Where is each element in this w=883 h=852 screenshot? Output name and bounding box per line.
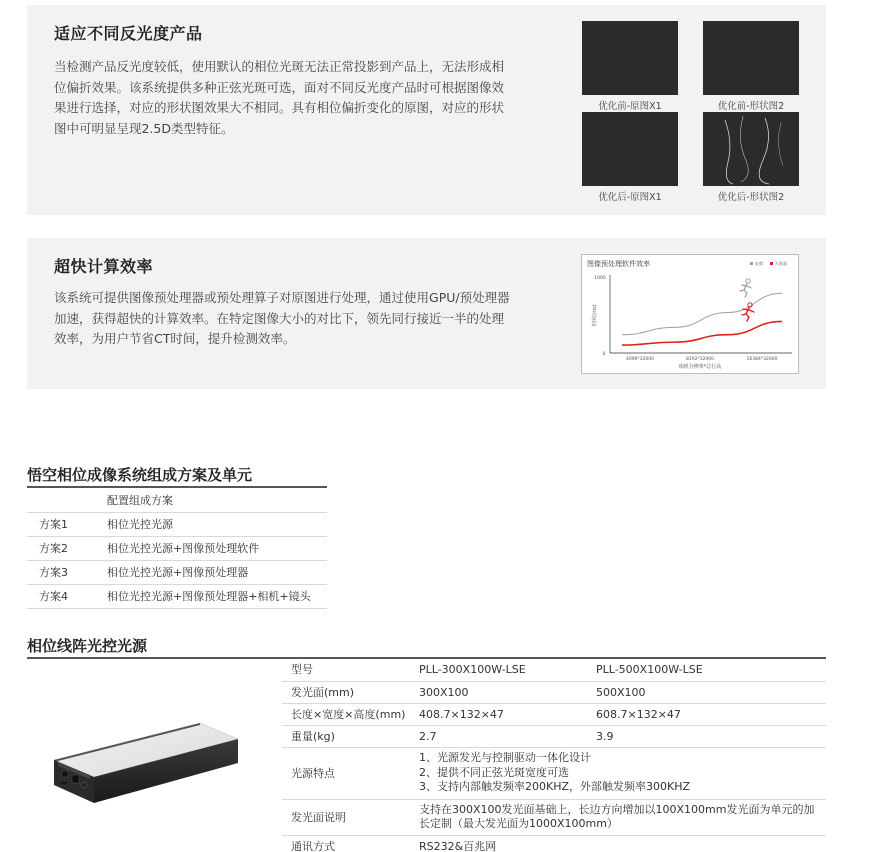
tianzhun-runner-icon bbox=[742, 303, 754, 321]
y-tick-label: 0 bbox=[602, 352, 606, 357]
table-row bbox=[27, 536, 327, 560]
speed-title: 超快计算效率 bbox=[54, 257, 154, 276]
spec-value: 608.7×132×47 bbox=[592, 703, 826, 725]
series-line-2 bbox=[622, 321, 782, 345]
spec-value: PLL-300X100W-LSE bbox=[415, 659, 592, 681]
speed-section bbox=[27, 238, 826, 389]
image-caption: 优化后-原图X1 bbox=[598, 192, 662, 203]
legend-swatch bbox=[770, 262, 773, 265]
plan-value: 相位光控光源+图像预处理软件 bbox=[107, 536, 327, 560]
spec-value: 408.7×132×47 bbox=[415, 703, 592, 725]
plan-value: 相位光控光源 bbox=[107, 512, 327, 536]
spec-key: 型号 bbox=[282, 659, 415, 681]
after-original-photo bbox=[582, 112, 678, 186]
legend-label: 友商 bbox=[754, 261, 763, 266]
spec-key: 发光面说明 bbox=[282, 799, 415, 835]
note-line: 支持在300X100发光面基础上，长边方向增加以100X100mm发光面为单元的加 bbox=[419, 802, 815, 816]
image-after-shape bbox=[703, 112, 799, 203]
x-tick-label: 16384*32000 bbox=[746, 357, 778, 362]
adaptive-title: 适应不同反光度产品 bbox=[54, 24, 203, 43]
spec-key: 长度×宽度×高度(mm) bbox=[282, 703, 415, 725]
before-original-photo bbox=[582, 21, 678, 95]
image-caption: 优化后-形状图2 bbox=[717, 192, 785, 203]
table-row bbox=[282, 835, 826, 852]
table-row bbox=[27, 560, 327, 584]
table-row bbox=[27, 584, 327, 608]
image-caption: 优化前-原图X1 bbox=[598, 101, 662, 112]
table-row bbox=[27, 512, 327, 536]
y-axis-label: 时间(ms) bbox=[592, 304, 598, 326]
efficiency-chart bbox=[581, 254, 799, 374]
spec-value: 300X100 bbox=[415, 681, 592, 703]
table-header-row bbox=[27, 488, 327, 512]
note-line: 长定制（最大发光面为1000X100mm） bbox=[419, 817, 618, 830]
plan-name: 方案1 bbox=[27, 512, 107, 536]
legend-swatch bbox=[750, 262, 753, 265]
plan-name: 方案4 bbox=[27, 584, 107, 608]
light-source-product-image bbox=[50, 715, 240, 807]
x-tick-label: 8192*32000 bbox=[685, 357, 715, 362]
spec-key: 发光面(mm) bbox=[282, 681, 415, 703]
config-section-title: 悟空相位成像系统组成方案及单元 bbox=[27, 466, 253, 484]
plan-name: 方案3 bbox=[27, 560, 107, 584]
spec-value: 3.9 bbox=[592, 725, 826, 747]
spec-value: 500X100 bbox=[592, 681, 826, 703]
plan-value: 相位光控光源+图像预处理器 bbox=[107, 560, 327, 584]
after-shape-photo bbox=[703, 112, 799, 186]
feature-line: 1、光源发光与控制驱动一体化设计 bbox=[419, 751, 591, 765]
table-header-cell: 配置组成方案 bbox=[107, 488, 327, 512]
spec-value bbox=[415, 747, 826, 799]
table-row bbox=[282, 703, 826, 725]
spec-value: RS232&百兆网 bbox=[415, 835, 826, 852]
feature-line: 2、提供不同正弦光斑宽度可选 bbox=[419, 765, 569, 779]
image-before-shape bbox=[703, 21, 799, 112]
image-before-original bbox=[582, 21, 678, 112]
competitor-runner-icon bbox=[740, 279, 751, 297]
spec-key: 重量(kg) bbox=[282, 725, 415, 747]
table-row bbox=[282, 725, 826, 747]
image-caption: 优化前-形状图2 bbox=[717, 101, 785, 112]
spec-table bbox=[282, 659, 826, 852]
image-after-original bbox=[582, 112, 678, 203]
table-row bbox=[282, 659, 826, 681]
chart-title: 图像预处理软件效率 bbox=[587, 260, 650, 268]
spec-key: 光源特点 bbox=[282, 747, 415, 799]
speed-body: 该系统可提供图像预处理器或预处理算子对原图进行处理，通过使用GPU/预处理器加速，获得超快的计算效率。在特定图像大小的对比下，领先同行接近一半的处理效率，为用户节省CT时间，提升检测效率。 bbox=[54, 290, 510, 346]
feature-line: 3、支持内部触发频率200KHZ，外部触发频率300KHZ bbox=[419, 780, 691, 794]
config-table bbox=[27, 488, 327, 609]
adaptive-section bbox=[27, 5, 826, 215]
table-row bbox=[282, 799, 826, 835]
plan-name: 方案2 bbox=[27, 536, 107, 560]
legend-label: 天准器 bbox=[774, 261, 788, 266]
series-line-1 bbox=[622, 293, 782, 334]
x-axis-label: 相机分辨率*总行高 bbox=[678, 364, 722, 370]
spec-value bbox=[415, 799, 826, 835]
adaptive-body: 当检测产品反光度较低，使用默认的相位光斑无法正常投影到产品上，无法形成相位偏折效果。该系统提供多种正弦光斑可选，面对不同反光度产品时可根据图像效果进行选择，对应的形状图效果大不相同。具有相位偏折变化的原图，对应的形状图中可明显呈现2.5D类型特征。 bbox=[54, 59, 505, 136]
spec-value: 2.7 bbox=[415, 725, 592, 747]
y-tick-label: 1000 bbox=[594, 276, 606, 281]
table-row bbox=[282, 681, 826, 703]
table-row bbox=[282, 747, 826, 799]
spec-key: 通讯方式 bbox=[282, 835, 415, 852]
spec-section-title: 相位线阵光控光源 bbox=[27, 637, 148, 655]
x-tick-label: 4096*32000 bbox=[625, 357, 655, 362]
plan-value: 相位光控光源+图像预处理器+相机+镜头 bbox=[107, 584, 327, 608]
table-header-cell bbox=[27, 488, 107, 512]
before-shape-photo bbox=[703, 21, 799, 95]
efficiency-chart-svg bbox=[582, 255, 800, 375]
spec-value: PLL-500X100W-LSE bbox=[592, 659, 826, 681]
